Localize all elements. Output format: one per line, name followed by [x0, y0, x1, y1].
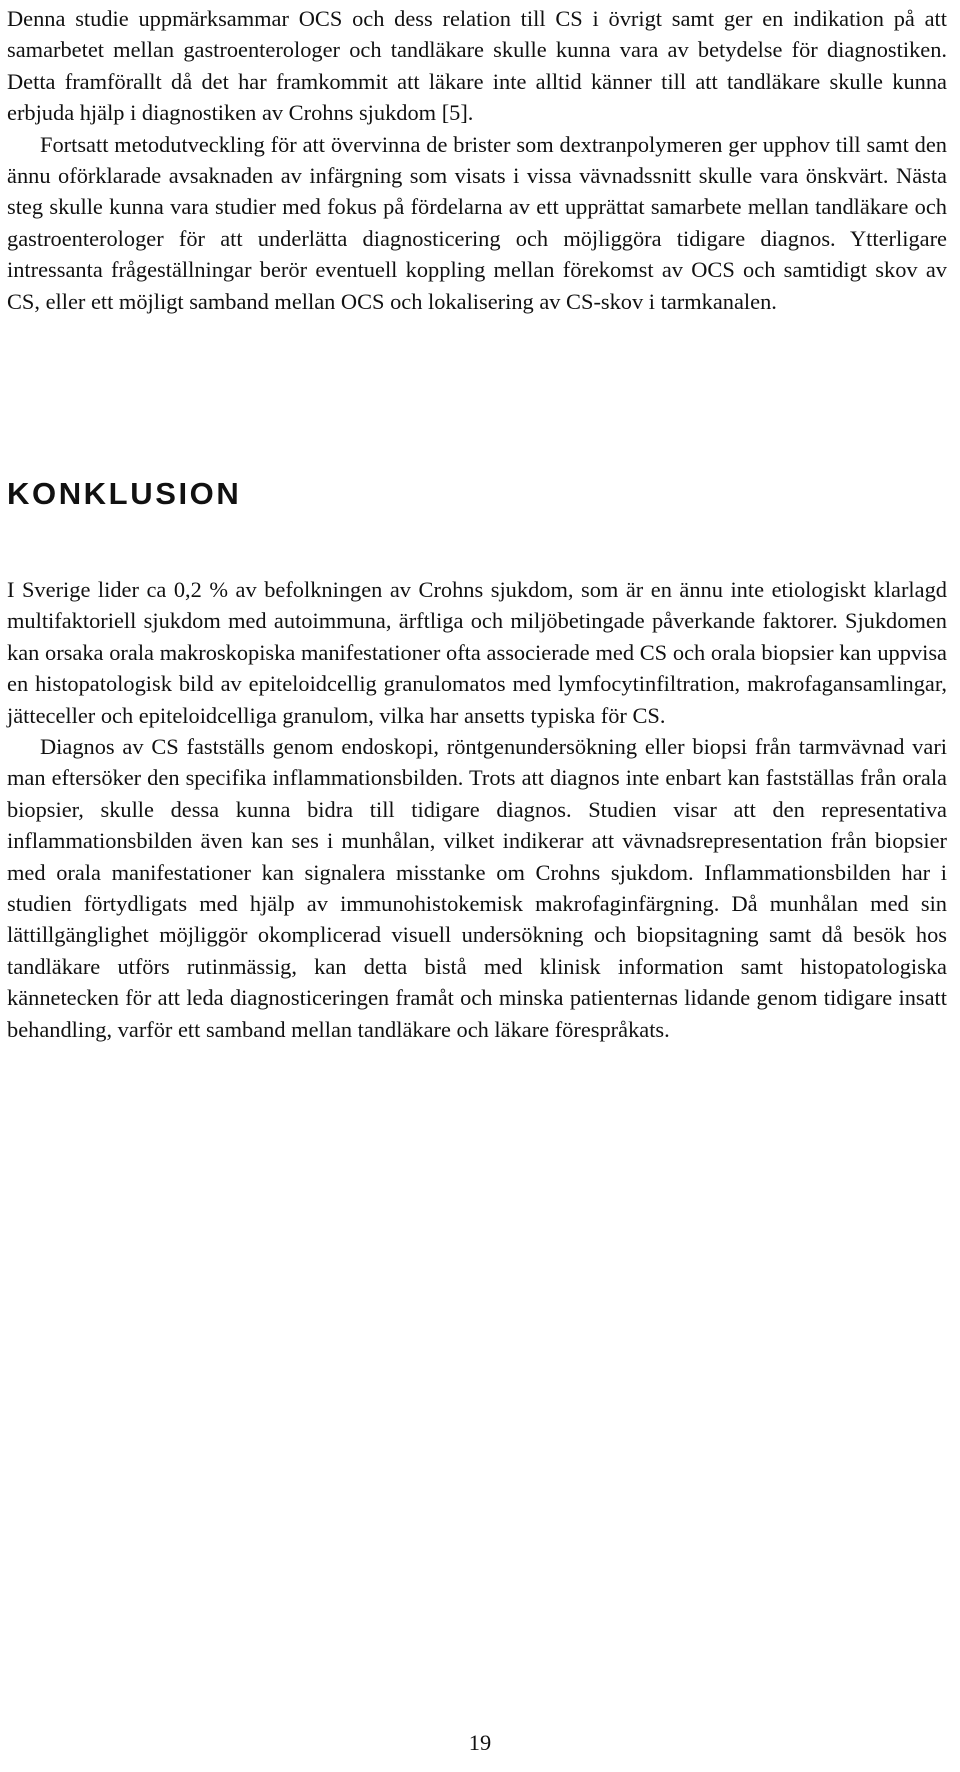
discussion-paragraph-2: Fortsatt metodutveckling för att övervinna de brister som dextranpolymeren ger upphov till samt den ännu oförklarade avsaknaden av infärgning som visats i vissa vävnadssnitt skulle vara önskvärt. Nästa steg skulle kunna vara studier med fokus på fördelarna av ett upprättat samarbete mellan tandläkare och gastroenterologer för att underlätta diagnosticering och möjliggöra tidigare diagnos. Ytterligare intressanta frågeställningar berör eventuell koppling mellan förekomst av OCS och samtidigt skov av CS, eller ett möjligt samband mellan OCS och lokalisering av CS-skov i tarmkanalen.: [7, 131, 947, 314]
conclusion-section: [7, 574, 947, 1045]
page-number: 19: [468, 1730, 492, 1755]
document-page: [7, 0, 947, 1042]
discussion-paragraph-1: Denna studie uppmärksammar OCS och dess relation till CS i övrigt samt ger en indikation på att samarbetet mellan gastroenterologer och tandläkare skulle kunna vara av betydelse för diagnostiken. Detta framförallt då det har framkommit att läkare inte alltid känner till att tandläkare skulle kunna erbjuda hjälp i diagnostiken av Crohns sjukdom [5].: [7, 6, 947, 126]
conclusion-heading: KONKLUSION: [7, 476, 242, 511]
conclusion-paragraph-1: I Sverige lider ca 0,2 % av befolkningen av Crohns sjukdom, som är en ännu inte etiologiskt klarlagd multifaktoriell sjukdom med autoimmuna, ärftliga och miljöbetingade påverkande faktorer. Sjukdomen kan orsaka orala makroskopiska manifestationer ofta associerade med CS och orala biopsier kan uppvisa en histopatologisk bild av epiteloidcellig granulomatos med lymfocytinfiltration, makrofagansamlingar, jätteceller och epiteloidcelliga granulom, vilka har ansetts typiska för CS.: [7, 577, 947, 728]
conclusion-paragraph-2: Diagnos av CS fastställs genom endoskopi, röntgenundersökning eller biopsi från tarmvävnad vari man eftersöker den specifika inflammationsbilden. Trots att diagnos inte enbart kan fastställas från orala biopsier, skulle dessa kunna bidra till tidigare diagnos. Studien visar att den representativa inflammationsbilden även kan ses i munhålan, vilket indikerar att vävnadsrepresentation från biopsier med orala manifestationer kan signalera misstanke om Crohns sjukdom. Inflammationsbilden har i studien förtydligats med hjälp av immunohistokemisk makrofaginfärgning. Då munhålan med sin lättillgänglighet möjliggör okomplicerad visuell undersökning och biopsitagning samt då besök hos tandläkare utförs rutinmässig, kan detta bistå med klinisk information samt histopatologiska kännetecken för att leda diagnosticeringen framåt och minska patienternas lidande genom tidigare insatt behandling, varför ett samband mellan tandläkare och läkare förespråkats.: [7, 734, 947, 1042]
discussion-section: [7, 0, 947, 317]
